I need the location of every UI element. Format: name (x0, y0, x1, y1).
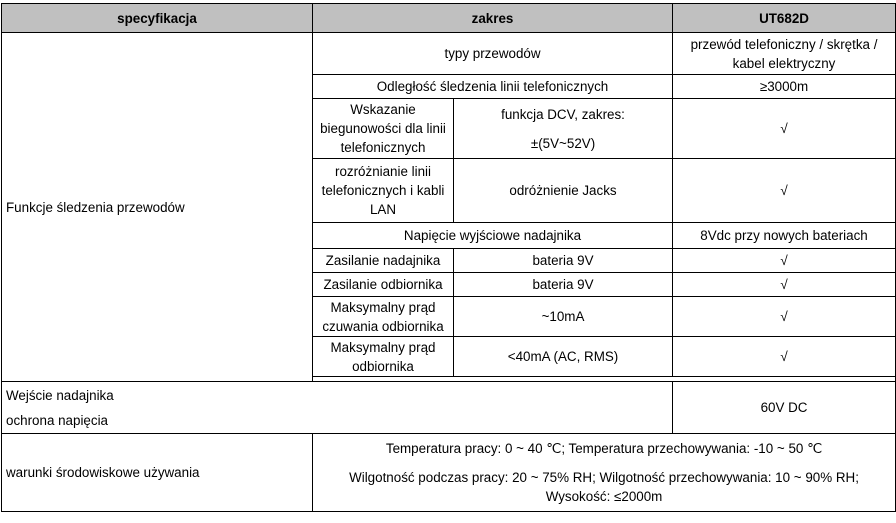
polarity-value: √ (673, 99, 896, 159)
environment-spacer (316, 458, 892, 468)
row-protection (2, 382, 896, 434)
rx-current-range: <40mA (AC, RMS) (454, 337, 673, 377)
polarity-range-spacer (457, 124, 669, 134)
distance-label: Odległość śledzenia linii telefonicznych (313, 75, 673, 99)
environment-line2: Wilgotność podczas pracy: 20 ~ 75% RH; Wilgotność przechowywania: 10 ~ 90% RH; (349, 470, 859, 485)
polarity-range-line1: funkcja DCV, zakres: (501, 106, 625, 122)
standby-current-value: √ (673, 297, 896, 337)
tx-power-label: Zasilanie nadajnika (313, 249, 454, 273)
polarity-label-line1: Wskazanie (350, 102, 416, 117)
polarity-label-line2: biegunowości dla linii (320, 121, 446, 136)
environment-line3: Wysokość: ≤2000m (545, 489, 663, 504)
rx-current-value: √ (673, 337, 896, 377)
wire-types-value (673, 33, 896, 75)
row-wire-types (2, 33, 896, 75)
header-range: zakres (313, 4, 673, 33)
output-voltage-label: Napięcie wyjściowe nadajnika (313, 223, 673, 249)
row-environment (2, 434, 896, 512)
spec-table (1, 3, 896, 512)
standby-current-label-line1: Maksymalny prąd (330, 299, 436, 315)
rx-current-label-line2: odbiornika (352, 358, 414, 374)
environment-value (313, 434, 896, 512)
wire-types-value-line1: przewód telefoniczny / skrętka / (690, 36, 878, 52)
protection-label-line1: Wejście nadajnika (6, 387, 114, 403)
environment-label: warunki środowiskowe używania (2, 434, 313, 512)
distinguish-label-line3: LAN (369, 202, 397, 217)
wire-types-label: typy przewodów (313, 33, 673, 75)
header-row (2, 4, 896, 33)
protection-label-line2: ochrona napięcia (6, 412, 108, 428)
distinguish-range: odróżnienie Jacks (454, 159, 673, 223)
standby-current-label (313, 297, 454, 337)
header-specification: specyfikacja (2, 4, 313, 33)
group-label-wire-tracing: Funkcje śledzenia przewodów (2, 33, 313, 382)
rx-current-label (313, 337, 454, 377)
header-model: UT682D (673, 4, 896, 33)
distinguish-label-line2: telefonicznych i kabli (321, 183, 445, 198)
standby-current-range: ~10mA (454, 297, 673, 337)
output-voltage-value: 8Vdc przy nowych bateriach (673, 223, 896, 249)
distinguish-value: √ (673, 159, 896, 223)
environment-line1: Temperatura pracy: 0 ~ 40 ℃; Temperatura przechowywania: -10 ~ 50 ℃ (385, 441, 823, 456)
distinguish-label-line1: rozróżnianie linii (334, 164, 431, 179)
spec-table-wrapper (1, 3, 896, 512)
distance-value: ≥3000m (673, 75, 896, 99)
tx-power-range: bateria 9V (454, 249, 673, 273)
polarity-label (313, 99, 454, 159)
rx-power-value: √ (673, 273, 896, 297)
distinguish-label (313, 159, 454, 223)
rx-power-label: Zasilanie odbiornika (313, 273, 454, 297)
polarity-range (454, 99, 673, 159)
wire-types-value-line2: kabel elektryczny (732, 55, 836, 71)
rx-current-label-line1: Maksymalny prąd (330, 339, 436, 355)
polarity-range-line2: ±(5V~52V) (530, 135, 596, 151)
polarity-label-line3: telefonicznych (340, 140, 426, 155)
protection-label (2, 382, 673, 434)
protection-value: 60V DC (673, 382, 896, 434)
tx-power-value: √ (673, 249, 896, 273)
standby-current-label-line2: czuwania odbiornika (322, 318, 444, 334)
rx-power-range: bateria 9V (454, 273, 673, 297)
